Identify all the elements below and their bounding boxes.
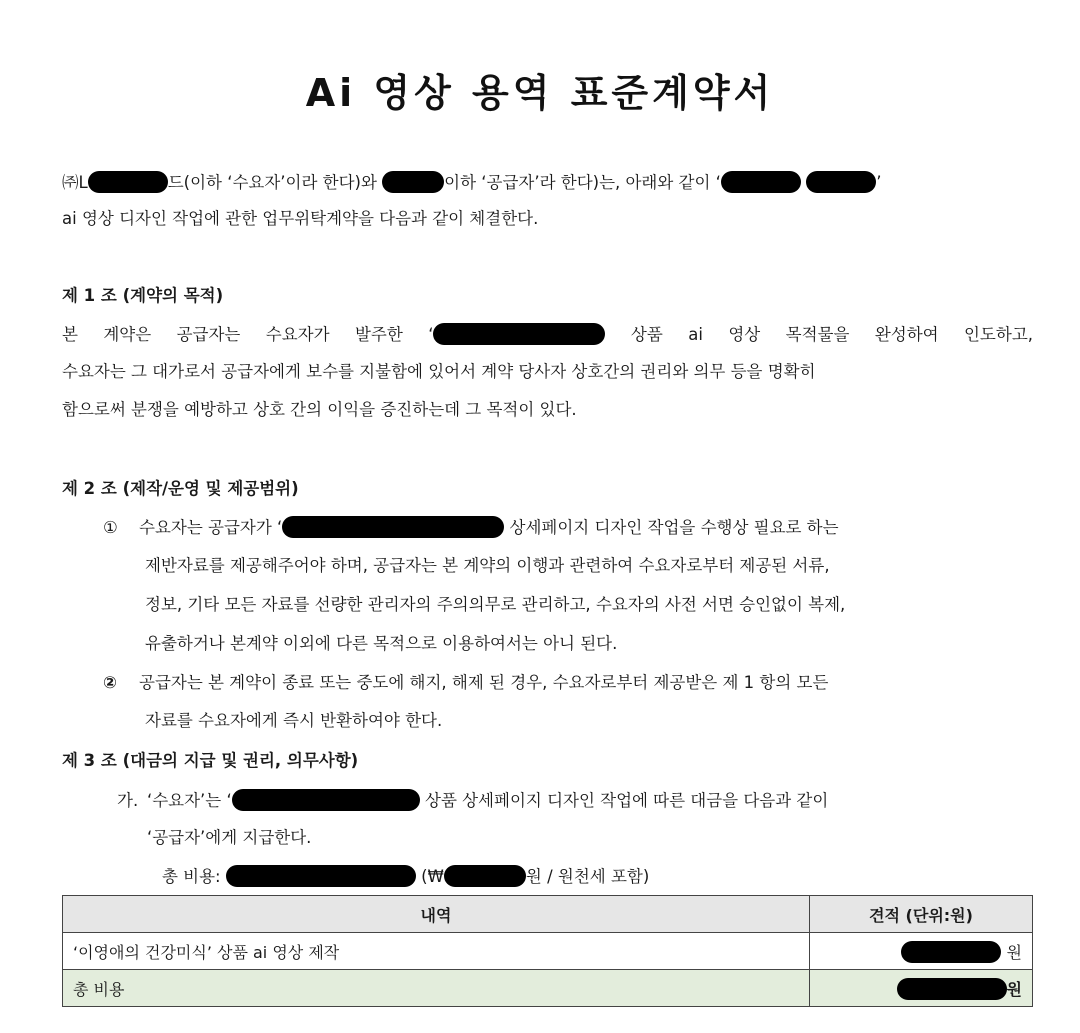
article-2-item-1-line-4: 유출하거나 본계약 이외에 다른 목적으로 이용하여서는 아니 된다. [145, 634, 618, 653]
article-1-heading: 제 1 조 (계약의 목적) [62, 286, 224, 305]
redaction [433, 323, 605, 345]
total-amount: 원 [810, 970, 1033, 1007]
row-amount: 원 [810, 933, 1033, 970]
article-3-heading: 제 3 조 (대금의 지급 및 권리, 의무사항) [62, 751, 359, 770]
article-1-line-3: 함으로써 분쟁을 예방하고 상호 간의 이익을 증진하는데 그 목적이 있다. [62, 400, 577, 419]
redaction [806, 171, 876, 193]
redaction [232, 789, 420, 811]
article-2-item-1-line-2: 제반자료를 제공해주어야 하며, 공급자는 본 계약의 이행과 관련하여 수요자로부터 제공된 서류, [145, 556, 830, 575]
cost-table [62, 895, 1033, 1007]
redaction [897, 978, 1007, 1000]
article-2-item-1-line-3: 정보, 기타 모든 자료를 선량한 관리자의 주의의무로 관리하고, 수요자의 사전 서면 승인없이 복제, [145, 595, 846, 614]
row-item: ‘이영애의 건강미식’ 상품 ai 영상 제작 [63, 933, 810, 970]
redaction [721, 171, 801, 193]
article-2-heading: 제 2 조 (제작/운영 및 제공범위) [62, 479, 299, 498]
article-1-line-2: 수요자는 그 대가로서 공급자에게 보수를 지불함에 있어서 계약 당사자 상호간의 권리와 의무 등을 명확히 [62, 362, 816, 381]
redaction [901, 941, 1001, 963]
article-3-item-line-2: ‘공급자’에게 지급한다. [147, 828, 312, 847]
article-2-item-2-line-2: 자료를 수요자에게 즉시 반환하여야 한다. [145, 711, 443, 730]
table-row [63, 933, 1033, 970]
redaction [444, 865, 526, 887]
redaction [282, 516, 504, 538]
article-2-item-2-line-1: ② 공급자는 본 계약이 종료 또는 중도에 해지, 해제 된 경우, 수요자로부터 제공받은 제 1 항의 모든 [103, 673, 829, 692]
table-header-row [63, 896, 1033, 933]
total-item: 총 비용 [63, 970, 810, 1007]
redaction [226, 865, 416, 887]
article-2-item-1-line-1: ① 수요자는 공급자가 ‘ 상세페이지 디자인 작업을 수행상 필요로 하는 [103, 518, 839, 537]
redaction [382, 171, 444, 193]
table-total-row [63, 970, 1033, 1007]
header-amount: 견적 (단위:원) [810, 896, 1033, 933]
article-3-item-line-1: 가. ‘수요자’는 ‘ 상품 상세페이지 디자인 작업에 따른 대금을 다음과 같이 [117, 791, 829, 810]
intro-line-1: ㈜L 드(이하 ‘수요자’이라 한다)와 이하 ‘공급자’라 한다)는, 아래와 같이 ‘ ’ [62, 173, 882, 192]
header-item: 내역 [63, 896, 810, 933]
redaction [88, 171, 168, 193]
intro-line-2: ai 영상 디자인 작업에 관한 업무위탁계약을 다음과 같이 체결한다. [62, 209, 539, 228]
article-3-total-cost: 총 비용: (₩ 원 / 원천세 포함) [162, 867, 650, 886]
document-title: Ai 영상 용역 표준계약서 [305, 71, 775, 115]
article-1-line-1: 본 계약은 공급자는 수요자가 발주한 ‘ 상품 ai 영상 목적물을 완성하여 인도하고, [62, 325, 1033, 344]
